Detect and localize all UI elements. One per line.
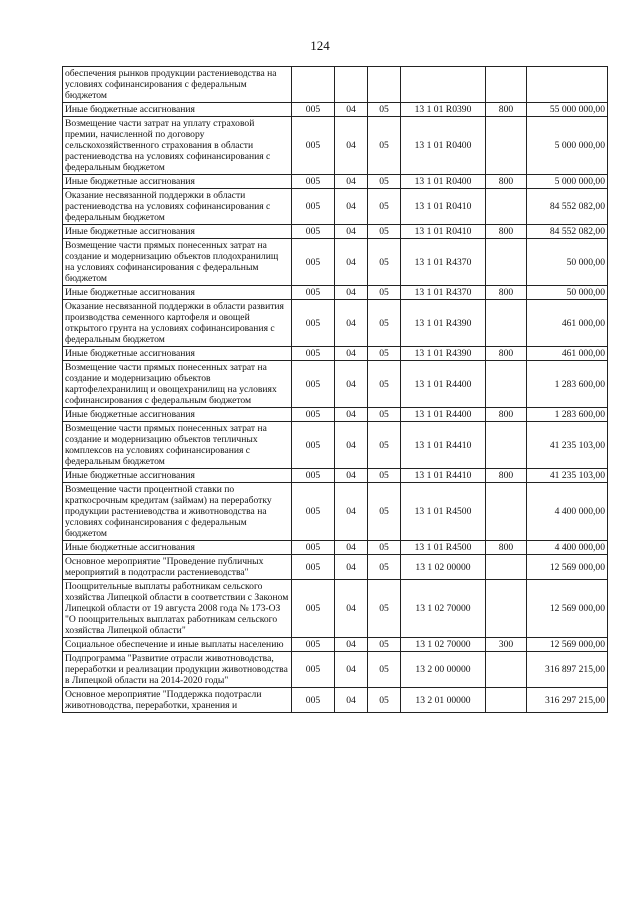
row-name-cell: Основное мероприятие "Поддержка подотрасли животноводства, переработки, хранения и [63,688,292,713]
row-subsection-cell: 05 [368,652,401,688]
row-target-article-cell: 13 1 01 R4500 [401,541,486,555]
row-sum-cell: 41 235 103,00 [527,469,608,483]
row-subsection-cell: 05 [368,361,401,408]
row-sum-cell: 5 000 000,00 [527,175,608,189]
row-sum-cell: 1 283 600,00 [527,361,608,408]
row-name-cell: Возмещение части прямых понесенных затрат на создание и модернизацию объектов тепличных комплексов на условиях софинансирования с федеральным бюджетом [63,422,292,469]
row-sum-cell: 4 400 000,00 [527,483,608,541]
table-row [63,103,608,117]
row-name-cell: Иные бюджетные ассигнования [63,469,292,483]
row-admin-code-cell: 005 [292,469,335,483]
row-sum-cell: 461 000,00 [527,300,608,347]
row-admin-code-cell: 005 [292,555,335,580]
row-admin-code-cell: 005 [292,652,335,688]
row-subsection-cell: 05 [368,175,401,189]
row-subsection-cell [368,67,401,103]
row-name-cell: Возмещение части процентной ставки по краткосрочным кредитам (займам) на переработку продукции растениеводства и животноводства на условиях софинансирования с федеральным бюджетом [63,483,292,541]
row-target-article-cell: 13 1 02 70000 [401,638,486,652]
table-row [63,361,608,408]
row-sum-cell: 12 569 000,00 [527,638,608,652]
row-admin-code-cell: 005 [292,541,335,555]
row-target-article-cell: 13 1 01 R0410 [401,225,486,239]
row-admin-code-cell: 005 [292,638,335,652]
row-name-cell: Иные бюджетные ассигнования [63,103,292,117]
row-expense-kind-cell [486,652,527,688]
row-target-article-cell: 13 1 01 R4370 [401,286,486,300]
row-expense-kind-cell [486,422,527,469]
table-row [63,175,608,189]
row-target-article-cell: 13 2 01 00000 [401,688,486,713]
row-section-cell: 04 [335,483,368,541]
row-section-cell [335,67,368,103]
row-section-cell: 04 [335,688,368,713]
row-name-cell: Иные бюджетные ассигнования [63,175,292,189]
row-sum-cell: 12 569 000,00 [527,580,608,638]
row-name-cell: Возмещение части прямых понесенных затрат на создание и модернизацию объектов картофелехранилищ и овощехранилищ на условиях софинансирования с федеральным бюджетом [63,361,292,408]
table-row [63,555,608,580]
table-row [63,469,608,483]
row-sum-cell: 50 000,00 [527,239,608,286]
row-expense-kind-cell [486,361,527,408]
row-section-cell: 04 [335,408,368,422]
row-subsection-cell: 05 [368,347,401,361]
row-subsection-cell: 05 [368,638,401,652]
row-subsection-cell: 05 [368,483,401,541]
row-target-article-cell: 13 1 01 R4370 [401,239,486,286]
row-expense-kind-cell: 800 [486,347,527,361]
row-expense-kind-cell: 800 [486,286,527,300]
row-admin-code-cell: 005 [292,103,335,117]
row-admin-code-cell: 005 [292,580,335,638]
row-section-cell: 04 [335,286,368,300]
table-row [63,688,608,713]
row-expense-kind-cell: 300 [486,638,527,652]
row-name-cell: Возмещение части прямых понесенных затрат на создание и модернизацию объектов плодохранилищ на условиях софинансирования с федеральным бюджетом [63,239,292,286]
row-name-cell: Оказание несвязанной поддержки в области развития производства семенного картофеля и овощей открытого грунта на условиях софинансирования с федеральным бюджетом [63,300,292,347]
row-name-cell: обеспечения рынков продукции растениеводства на условиях софинансирования с федеральным бюджетом [63,67,292,103]
row-section-cell: 04 [335,580,368,638]
row-expense-kind-cell [486,239,527,286]
row-name-cell: Оказание несвязанной поддержки в области растениеводства на условиях софинансирования с федеральным бюджетом [63,189,292,225]
row-target-article-cell: 13 1 01 R4400 [401,361,486,408]
row-sum-cell: 4 400 000,00 [527,541,608,555]
row-sum-cell: 84 552 082,00 [527,189,608,225]
row-section-cell: 04 [335,239,368,286]
row-admin-code-cell: 005 [292,361,335,408]
row-section-cell: 04 [335,469,368,483]
row-name-cell: Поощрительные выплаты работникам сельского хозяйства Липецкой области в соответствии с Законом Липецкой области от 19 августа 2008 года № 173-ОЗ "О поощрительных выплатах работникам сельского хозяйства Липецкой области" [63,580,292,638]
row-section-cell: 04 [335,300,368,347]
row-admin-code-cell [292,67,335,103]
row-admin-code-cell: 005 [292,239,335,286]
row-admin-code-cell: 005 [292,286,335,300]
table-row [63,286,608,300]
row-name-cell: Иные бюджетные ассигнования [63,541,292,555]
table-row [63,422,608,469]
row-expense-kind-cell [486,300,527,347]
row-subsection-cell: 05 [368,555,401,580]
row-target-article-cell: 13 1 01 R0400 [401,117,486,175]
row-subsection-cell: 05 [368,117,401,175]
row-sum-cell: 461 000,00 [527,347,608,361]
row-name-cell: Иные бюджетные ассигнования [63,225,292,239]
row-section-cell: 04 [335,189,368,225]
row-expense-kind-cell [486,483,527,541]
row-target-article-cell: 13 1 01 R4410 [401,422,486,469]
table-row [63,300,608,347]
row-subsection-cell: 05 [368,286,401,300]
row-name-cell: Возмещение части затрат на уплату страховой премии, начисленной по договору сельскохозяйственного страхования в области растениеводства на условиях софинансирования с федеральным бюджетом [63,117,292,175]
row-target-article-cell: 13 1 01 R4410 [401,469,486,483]
row-target-article-cell: 13 1 02 00000 [401,555,486,580]
page-number: 124 [310,38,330,53]
row-section-cell: 04 [335,652,368,688]
row-expense-kind-cell: 800 [486,103,527,117]
row-subsection-cell: 05 [368,580,401,638]
row-subsection-cell: 05 [368,103,401,117]
table-row [63,225,608,239]
row-sum-cell: 41 235 103,00 [527,422,608,469]
row-expense-kind-cell [486,688,527,713]
row-target-article-cell: 13 1 01 R4390 [401,347,486,361]
row-admin-code-cell: 005 [292,300,335,347]
row-section-cell: 04 [335,555,368,580]
row-target-article-cell: 13 1 01 R0390 [401,103,486,117]
row-name-cell: Иные бюджетные ассигнования [63,347,292,361]
row-section-cell: 04 [335,175,368,189]
row-sum-cell: 55 000 000,00 [527,103,608,117]
row-expense-kind-cell [486,67,527,103]
row-admin-code-cell: 005 [292,189,335,225]
row-subsection-cell: 05 [368,422,401,469]
budget-table [62,66,608,713]
row-target-article-cell [401,67,486,103]
row-subsection-cell: 05 [368,541,401,555]
table-row [63,541,608,555]
row-section-cell: 04 [335,225,368,239]
row-subsection-cell: 05 [368,688,401,713]
row-target-article-cell: 13 2 00 00000 [401,652,486,688]
row-admin-code-cell: 005 [292,408,335,422]
row-expense-kind-cell [486,555,527,580]
row-section-cell: 04 [335,422,368,469]
row-section-cell: 04 [335,638,368,652]
row-subsection-cell: 05 [368,469,401,483]
row-subsection-cell: 05 [368,225,401,239]
row-expense-kind-cell [486,580,527,638]
row-admin-code-cell: 005 [292,422,335,469]
row-admin-code-cell: 005 [292,483,335,541]
row-subsection-cell: 05 [368,189,401,225]
table-row [63,652,608,688]
row-name-cell: Иные бюджетные ассигнования [63,408,292,422]
table-row [63,580,608,638]
row-sum-cell: 12 569 000,00 [527,555,608,580]
table-row [63,408,608,422]
row-expense-kind-cell [486,117,527,175]
row-expense-kind-cell: 800 [486,469,527,483]
row-section-cell: 04 [335,347,368,361]
row-sum-cell: 5 000 000,00 [527,117,608,175]
table-body [63,67,608,713]
row-expense-kind-cell: 800 [486,541,527,555]
row-sum-cell [527,67,608,103]
row-target-article-cell: 13 1 01 R0400 [401,175,486,189]
table-row [63,239,608,286]
row-subsection-cell: 05 [368,300,401,347]
row-expense-kind-cell: 800 [486,175,527,189]
row-expense-kind-cell: 800 [486,408,527,422]
row-name-cell: Подпрограмма "Развитие отрасли животноводства, переработки и реализации продукции животноводства в Липецкой области на 2014-2020 годы" [63,652,292,688]
row-admin-code-cell: 005 [292,117,335,175]
table-row [63,67,608,103]
row-sum-cell: 50 000,00 [527,286,608,300]
table-row [63,347,608,361]
row-admin-code-cell: 005 [292,347,335,361]
row-admin-code-cell: 005 [292,175,335,189]
row-expense-kind-cell: 800 [486,225,527,239]
row-name-cell: Социальное обеспечение и иные выплаты населению [63,638,292,652]
table-row [63,483,608,541]
row-target-article-cell: 13 1 01 R4500 [401,483,486,541]
row-name-cell: Основное мероприятие "Проведение публичных мероприятий в подотрасли растениеводства" [63,555,292,580]
row-subsection-cell: 05 [368,239,401,286]
row-section-cell: 04 [335,103,368,117]
row-sum-cell: 316 297 215,00 [527,688,608,713]
row-subsection-cell: 05 [368,408,401,422]
row-target-article-cell: 13 1 01 R0410 [401,189,486,225]
row-section-cell: 04 [335,541,368,555]
row-admin-code-cell: 005 [292,225,335,239]
row-admin-code-cell: 005 [292,688,335,713]
row-name-cell: Иные бюджетные ассигнования [63,286,292,300]
row-sum-cell: 316 897 215,00 [527,652,608,688]
row-section-cell: 04 [335,361,368,408]
row-target-article-cell: 13 1 01 R4390 [401,300,486,347]
row-sum-cell: 1 283 600,00 [527,408,608,422]
table-row [63,189,608,225]
row-target-article-cell: 13 1 02 70000 [401,580,486,638]
row-target-article-cell: 13 1 01 R4400 [401,408,486,422]
table-row [63,638,608,652]
row-sum-cell: 84 552 082,00 [527,225,608,239]
row-expense-kind-cell [486,189,527,225]
row-section-cell: 04 [335,117,368,175]
table-row [63,117,608,175]
